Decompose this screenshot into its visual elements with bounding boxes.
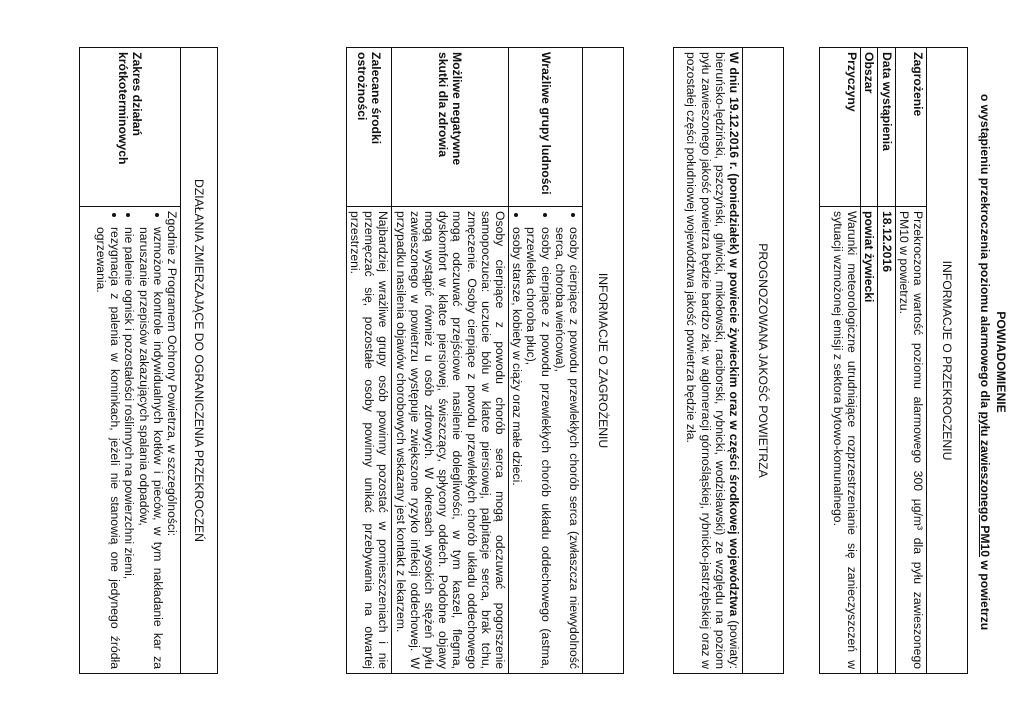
row-value: powiat żywiecki [861,207,878,674]
document-title: POWIADOMIENIE [994,311,1008,413]
threat-section-title: INFORMACJE O ZAGROŻENIU [583,48,624,674]
threat-table [346,47,624,674]
table-row [895,48,926,674]
table-row [508,48,582,674]
info-table [819,47,968,674]
row-label: Przyczyny [820,48,861,207]
forecast-body: (powiaty: bieruńsko-lędziński, pszczyński, gliwicki, mikołowski, raciborski, rybnicki, wodzisławski) ze względu na poziom pyłu zawieszonego jakość powietrza będzie bardzo zła; w aglomeracji górnośląskiej, rybnicko-jastrzębskiej oraz w pozostałej części południowej województwa jakość powietrza będzie zła. [684,52,741,669]
list-item: • osoby cierpiące z powodu przewlekłych chorób serca (zwłaszcza niewydolność serca, choroba wieńcowa), [553,227,581,669]
row-value: 18.12.2016 [878,207,895,674]
forecast-text [674,48,743,674]
subtitle-suffix: w powietrzu [978,557,992,631]
document-subtitle [978,0,992,724]
forecast-table [673,47,784,674]
actions-list [94,211,165,669]
list-item: • rezygnacja z palenia w kominkach, jeżeli nie stanowią one jedynego źródła ogrzewania. [94,227,122,669]
forecast-lead: W dniu 19.12.2016 r. (poniedziałek) w powiecie żywieckim oraz w części środkowej województwa [727,52,741,617]
groups-cell [508,207,582,674]
row-value: Przekroczona wartość poziomu alarmowego 300 µg/m³ dla pyłu zawieszonego PM10 w powietrzu. [895,207,926,674]
groups-label: Wrażliwe grupy ludności [508,48,582,207]
list-item: • osoby starsze, kobiety w ciąży oraz małe dzieci. [510,227,524,669]
forecast-section-title: PROGNOZOWANA JAKOŚĆ POWIETRZA [743,48,784,674]
table-row [820,48,861,674]
actions-table [79,47,218,674]
actions-label: Zakres działań krótkoterminowych [80,48,181,207]
list-item: • wzmożone kontrole indywidualnych kotłów i pieców, w tym nakładanie kar za naruszanie przepisów zakazujących spalania odpadów, [136,227,164,669]
row-value: Warunki meteorologiczne utrudniające rozprzestrzenianie się zanieczyszczeń w sytuacji wzmożonej emisji z sektora bytowo-komunalnego. [820,207,861,674]
precautions-label: Zalecane środki ostrożności [346,48,392,207]
row-label: Obszar [861,48,878,207]
list-item: • nie palenie ognisk i pozostałości roślinnych na powierzchni ziemi, [122,227,136,669]
row-label: Data wystąpienia [878,48,895,207]
effects-label: Możliwe negatywne skutki dla zdrowia [392,48,509,207]
subtitle-underlined: pyłu zawieszonego PM10 [978,411,992,558]
table-row [80,48,181,674]
precautions-text: Najbardziej wrażliwe grupy osób powinny pozostać w pomieszczeniach i nie przemęczać się, pozostałe osoby powinny unikać przebywania na otwartej przestrzeni. [346,207,392,674]
effects-text: Osoby cierpiące z powodu chorób serca mogą odczuwać pogorszenie samopoczucia: uczucie bólu w klatce piersiowej, palpitacje serca, brak tchu, zmęczenie. Osoby cierpiące z powodu przewlekłych chorób układu oddechowego mogą odczuwać przejściowe nasilenie dolegliwości, w tym kaszel, flegma, dyskomfort w klatce piersiowej, świszczący, spłycony oddech. Podobne objawy mogą wystąpić również u osób zdrowych. W okresach wysokich stężeń pyłu zawieszonego w powietrzu występuje zwiększone ryzyko infekcji oddechowej. W przypadku nasilenia objawów chorobowych wskazany jest kontakt z lekarzem. [392,207,509,674]
info-section-title: INFORMACJE O PRZEKROCZENIU [927,48,968,674]
table-row [861,48,878,674]
subtitle-prefix: o wystąpieniu przekroczenia poziomu alarmowego dla [978,93,992,412]
list-item: • osoby cierpiące z powodu przewlekłych chorób układu oddechowego (astma, przewlekła choroba płuc), [524,227,552,669]
actions-intro: Zgodnie z Programem Ochrony Powietrza, w szczególności: [165,211,179,537]
actions-cell [80,207,181,674]
groups-list [510,211,581,669]
actions-section-title: DZIAŁANIA ZMIERZAJĄCE DO OGRANICZENIA PRZEKROCZEŃ [181,48,218,674]
row-label: Zagrożenie [895,48,926,207]
table-row [878,48,895,674]
table-row [392,48,509,674]
table-row [346,48,392,674]
